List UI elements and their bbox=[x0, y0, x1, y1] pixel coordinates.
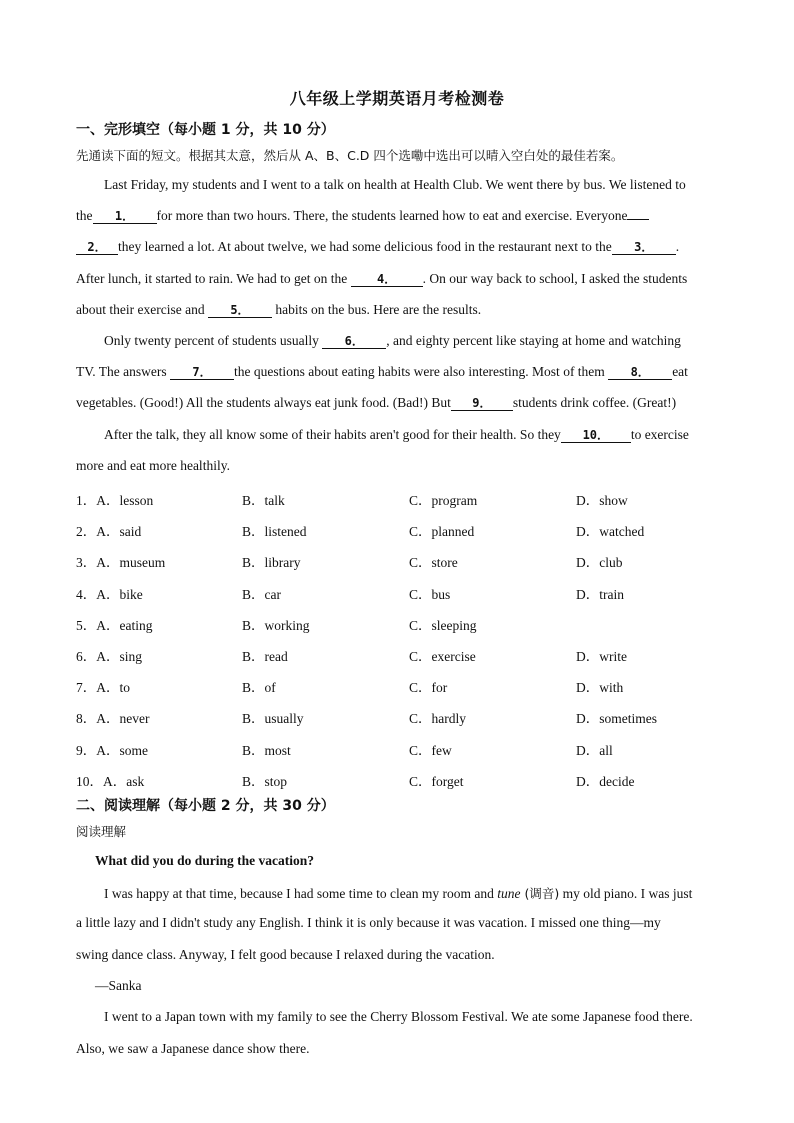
option-d[interactable]: D．all bbox=[576, 743, 613, 758]
passage-line: After lunch, it started to rain. We had to get on the 4． . On our way back to school, I asked the students bbox=[76, 271, 688, 286]
blank-6: 6． bbox=[322, 334, 386, 349]
page-title: 八年级上学期英语月考检测卷 bbox=[289, 89, 505, 108]
option-c[interactable]: C．store bbox=[409, 555, 458, 570]
passage-line: the 1． for more than two hours. There, the students learned how to eat and exercise. Everyone bbox=[76, 208, 746, 224]
question-row: 3．A．museum B．library C．store D．club bbox=[76, 551, 746, 569]
question-row: 2．A．said B．listened C．planned D．watched bbox=[76, 520, 746, 538]
option-a[interactable]: A．never bbox=[96, 711, 150, 726]
option-d[interactable]: D．sometimes bbox=[576, 711, 657, 726]
option-d[interactable]: D．decide bbox=[576, 774, 635, 789]
option-b[interactable]: B．usually bbox=[242, 711, 304, 726]
blank-7: 7． bbox=[170, 365, 234, 380]
question-row: 7．A．to B．of C．for D．with bbox=[76, 676, 746, 694]
option-c[interactable]: C．few bbox=[409, 743, 452, 758]
section2-heading: 二、阅读理解（每小题 2 分，共 30 分） bbox=[76, 798, 335, 814]
option-a[interactable]: A．to bbox=[96, 680, 130, 695]
option-c[interactable]: C．bus bbox=[409, 587, 451, 602]
option-a[interactable]: A．lesson bbox=[96, 493, 154, 508]
option-a[interactable]: A．some bbox=[96, 743, 148, 758]
option-d[interactable]: D．club bbox=[576, 555, 623, 570]
question-row: 9．A．some B．most C．few D．all bbox=[76, 739, 746, 757]
blank-9: 9． bbox=[451, 396, 513, 411]
passage-line: TV. The answers 7． the questions about eating habits were also interesting. Most of them 8． eat bbox=[76, 364, 688, 379]
option-a[interactable]: A．museum bbox=[96, 555, 166, 570]
option-d[interactable]: D．train bbox=[576, 587, 624, 602]
blank-2-start bbox=[627, 219, 649, 220]
passage-line: Last Friday, my students and I went to a talk on health at Health Club. We went there by bus. We listened to bbox=[104, 177, 686, 192]
option-d[interactable]: D．show bbox=[576, 493, 628, 508]
option-b[interactable]: B．talk bbox=[242, 493, 285, 508]
blank-8: 8． bbox=[608, 365, 672, 380]
option-d[interactable]: D．write bbox=[576, 649, 627, 664]
option-b[interactable]: B．library bbox=[242, 555, 301, 570]
blank-2: 2． bbox=[76, 240, 118, 255]
blank-1: 1． bbox=[93, 209, 157, 224]
blank-3: 3． bbox=[612, 240, 676, 255]
passage-title: What did you do during the vacation? bbox=[95, 853, 315, 868]
option-a[interactable]: A．eating bbox=[96, 618, 153, 633]
option-b[interactable]: B．of bbox=[242, 680, 276, 695]
option-a[interactable]: A．bike bbox=[96, 587, 143, 602]
signature: —Sanka bbox=[95, 978, 142, 993]
option-c[interactable]: C．planned bbox=[409, 524, 475, 539]
question-row: 6．A．sing B．read C．exercise D．write bbox=[76, 645, 746, 663]
question-row: 5．A．eating B．working C．sleeping bbox=[76, 614, 746, 632]
reading-line: a little lazy and I didn't study any English. I think it is only because it was vacation. I missed one thing—my bbox=[76, 915, 661, 930]
passage-line: 2． they learned a lot. At about twelve, we had some delicious food in the restaurant next to the 3． . bbox=[76, 239, 746, 255]
question-row: 1．A．lesson B．talk C．program D．show bbox=[76, 489, 746, 507]
option-c[interactable]: C．sleeping bbox=[409, 618, 477, 633]
option-d[interactable]: D．with bbox=[576, 680, 624, 695]
section2-subheading: 阅读理解 bbox=[76, 824, 127, 839]
reading-line: Also, we saw a Japanese dance show there. bbox=[76, 1041, 310, 1056]
question-row: 8．A．never B．usually C．hardly D．sometimes bbox=[76, 707, 746, 725]
passage-line: vegetables. (Good!) All the students always eat junk food. (Bad!) But 9． students drink coffee. (Great!) bbox=[76, 395, 677, 410]
reading-line: I went to a Japan town with my family to see the Cherry Blossom Festival. We ate some Japanese food there. bbox=[104, 1009, 693, 1024]
option-c[interactable]: C．program bbox=[409, 493, 478, 508]
passage-line: Only twenty percent of students usually 6． , and eighty percent like staying at home and watching bbox=[104, 333, 681, 348]
option-c[interactable]: C．hardly bbox=[409, 711, 466, 726]
option-b[interactable]: B．stop bbox=[242, 774, 288, 789]
blank-10: 10． bbox=[561, 428, 631, 443]
section1-heading: 一、完形填空（每小题 1 分，共 10 分） bbox=[76, 122, 335, 138]
question-row: 10．A．ask B．stop C．forget D．decide bbox=[76, 770, 746, 788]
option-a[interactable]: A．sing bbox=[96, 649, 143, 664]
passage-line: After the talk, they all know some of their habits aren't good for their health. So they 10． to exercise bbox=[104, 427, 689, 442]
option-a[interactable]: A．said bbox=[96, 524, 142, 539]
reading-line: swing dance class. Anyway, I felt good because I relaxed during the vacation. bbox=[76, 947, 495, 962]
option-b[interactable]: B．working bbox=[242, 618, 310, 633]
option-b[interactable]: B．most bbox=[242, 743, 291, 758]
passage-line: about their exercise and 5． habits on the bus. Here are the results. bbox=[76, 302, 482, 317]
option-a[interactable]: A．ask bbox=[103, 774, 145, 789]
option-c[interactable]: C．exercise bbox=[409, 649, 476, 664]
option-b[interactable]: B．read bbox=[242, 649, 288, 664]
option-c[interactable]: C．for bbox=[409, 680, 448, 695]
option-d[interactable]: D．watched bbox=[576, 524, 645, 539]
question-row: 4．A．bike B．car C．bus D．train bbox=[76, 583, 746, 601]
blank-4: 4． bbox=[351, 272, 423, 287]
passage-line: more and eat more healthily. bbox=[76, 458, 230, 473]
option-b[interactable]: B．listened bbox=[242, 524, 307, 539]
section1-instruction: 先通读下面的短文。根据其太意，然后从 A、B、C.D 四个选嘞中选出可以晴入空白处的最佳若案。 bbox=[76, 148, 624, 163]
blank-5: 5． bbox=[208, 303, 272, 318]
option-c[interactable]: C．forget bbox=[409, 774, 464, 789]
option-b[interactable]: B．car bbox=[242, 587, 281, 602]
reading-line: I was happy at that time, because I had some time to clean my room and tune (调音) my old piano. I was just bbox=[104, 886, 693, 901]
